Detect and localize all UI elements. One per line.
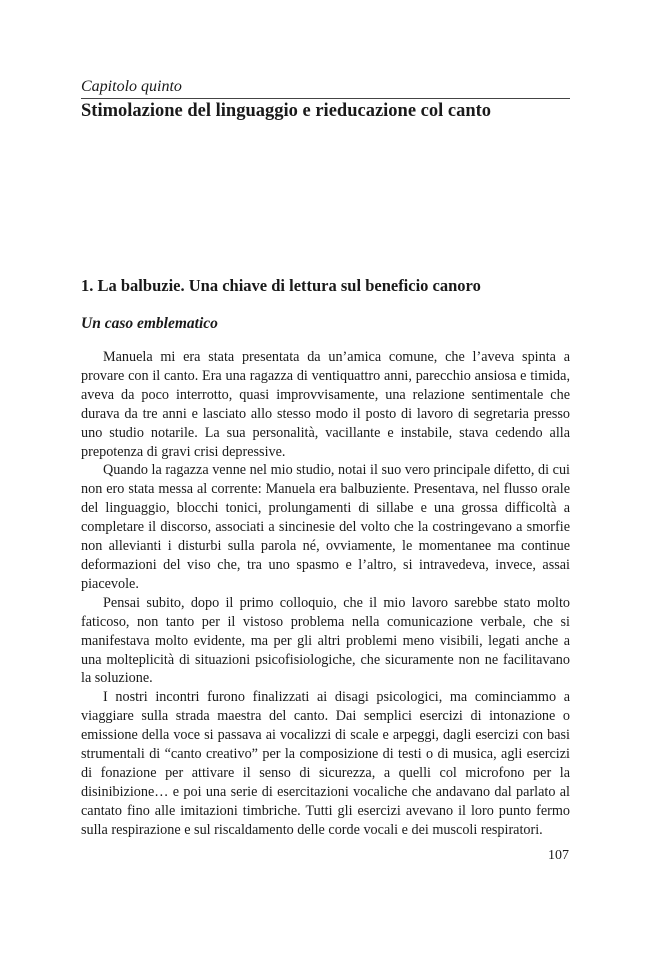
paragraph: I nostri incontri furono finalizzati ai disagi psicologici, ma cominciammo a viaggiare sulla strada maestra del canto. Dai semplici esercizi di intonazione o emissione della voce si passava ai vocalizzi di scale e arpeggi, dagli esercizi con basi strumentali di “canto creativo” per la composizione di testi o di musica, agli esercizi di fonazione per attivare il senso di sicurezza, a quelli col microfono per la disinibizione… e poi una serie di esercitazioni vocaliche che andavano dal parlato al cantato fino alle imitazioni timbriche. Tutti gli esercizi avevano il loro punto fermo sulla respirazione e sul riscaldamento delle corde vocali e dei muscoli respiratori. <box>81 689 570 838</box>
subsection-heading: Un caso emblematico <box>81 315 218 332</box>
page-number: 107 <box>548 848 569 863</box>
chapter-title: Stimolazione del linguaggio e rieducazione col canto <box>81 101 492 121</box>
chapter-label: Capitolo quinto <box>81 78 182 95</box>
paragraph: Manuela mi era stata presentata da un’amica comune, che l’aveva spinta a provare con il canto. Era una ragazza di ventiquattro anni, parecchio ansiosa e timida, aveva da poco interrotto, quasi improvvisamente, una relazione sentimentale che durava da tre anni e lasciato allo stesso modo il posto di lavoro di segretaria presso uno studio notarile. La sua personalità, vacillante e instabile, stava cedendo alla prepotenza di gravi crisi depressive. <box>81 349 570 460</box>
chapter-divider <box>81 98 570 99</box>
paragraph: Quando la ragazza venne nel mio studio, notai il suo vero principale difetto, di cui non ero stata messa al corrente: Manuela era balbuziente. Presentava, nel flusso orale del linguaggio, blocchi tonici, prolungamenti di sillabe e una grossa difficoltà a completare il discorso, associati a sincinesie del volto che la costringevano a smorfie non allevianti i disturbi sulla parola né, ovviamente, le momentanee ma continue deformazioni del viso che, tra uno spasmo e l’altro, si intravedeva, invece, assai piacevole. <box>81 462 570 592</box>
section-heading: 1. La balbuzie. Una chiave di lettura sul beneficio canoro <box>81 276 481 295</box>
paragraph: Pensai subito, dopo il primo colloquio, che il mio lavoro sarebbe stato molto faticoso, non tanto per il vistoso problema nella comunicazione verbale, che si manifestava molto evidente, ma per gli altri problemi meno visibili, legati anche a una molteplicità di situazioni psicofisiologiche, che sicuramente non ne facilitavano la soluzione. <box>81 594 570 687</box>
body-text <box>81 348 570 840</box>
